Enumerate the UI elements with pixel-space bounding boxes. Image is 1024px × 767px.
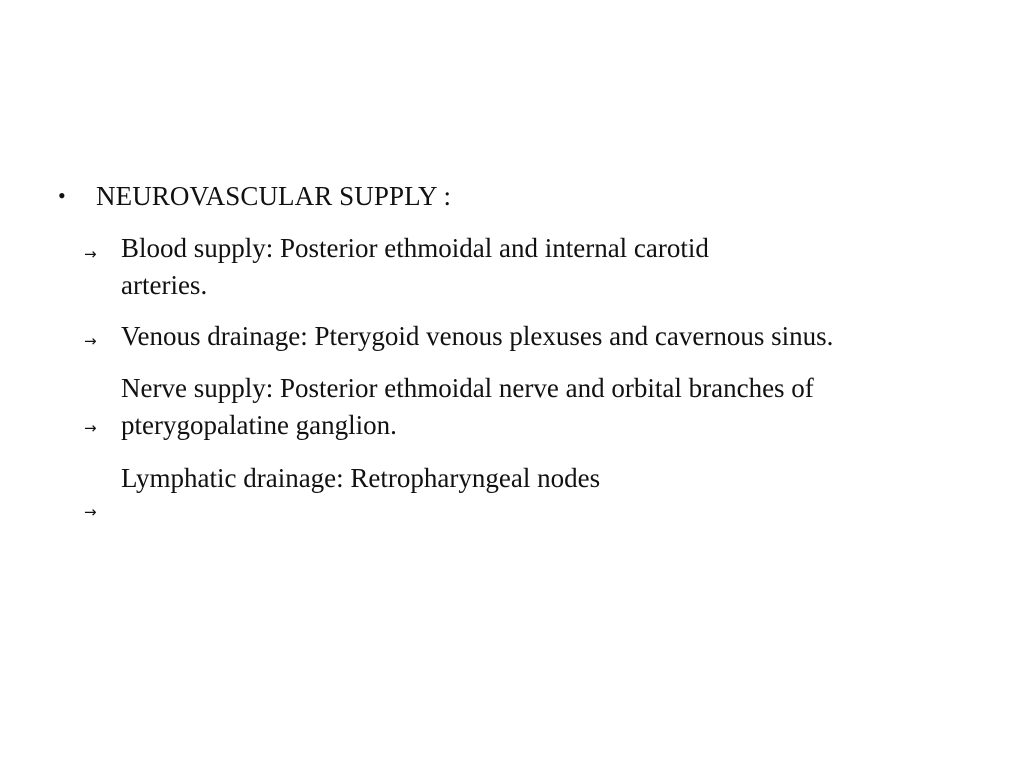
- arrow-icon: →: [84, 332, 97, 350]
- venous-drainage-text: Venous drainage: Pterygoid venous plexuses and cavernous sinus.: [121, 321, 834, 351]
- bullet-icon: •: [58, 183, 66, 208]
- nerve-supply-text: Nerve supply: Posterior ethmoidal nerve and orbital branches of pterygopalatine ganglion.: [121, 373, 814, 440]
- blood-supply-text: Blood supply: Posterior ethmoidal and internal carotid arteries.: [121, 233, 709, 300]
- arrow-icon: →: [84, 245, 97, 263]
- arrow-icon: →: [84, 503, 97, 521]
- lymphatic-drainage-text: Lymphatic drainage: Retropharyngeal nodes: [121, 463, 601, 493]
- arrow-icon: →: [84, 419, 97, 437]
- section-heading: [58, 178, 451, 214]
- heading-text: NEUROVASCULAR SUPPLY :: [96, 181, 452, 211]
